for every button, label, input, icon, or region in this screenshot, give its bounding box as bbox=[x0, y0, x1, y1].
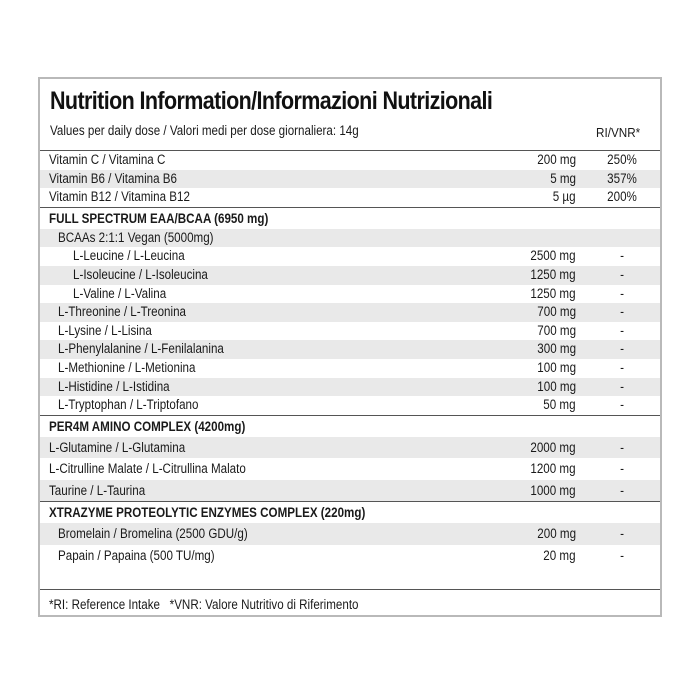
row-ri: - bbox=[620, 397, 624, 413]
row-name: Vitamin B6 / Vitamina B6 bbox=[49, 170, 178, 186]
row-ri: - bbox=[620, 304, 624, 320]
row-ri: - bbox=[620, 482, 624, 498]
table-row bbox=[40, 322, 660, 341]
nutrition-table bbox=[38, 77, 662, 617]
table-row bbox=[40, 150, 660, 170]
row-amount: 5 mg bbox=[550, 170, 576, 186]
footnote: *RI: Reference Intake *VNR: Valore Nutritivo di Riferimento bbox=[49, 597, 359, 612]
row-name: L-Tryptophan / L-Triptofano bbox=[58, 397, 199, 413]
row-ri: - bbox=[620, 359, 624, 375]
row-ri: - bbox=[620, 547, 624, 563]
table-row bbox=[40, 266, 660, 285]
row-amount: 1200 mg bbox=[530, 461, 576, 477]
row-name: L-Phenylalanine / L-Fenilalanina bbox=[58, 341, 224, 357]
section-header-enzymes bbox=[40, 501, 660, 523]
row-ri: 357% bbox=[607, 170, 637, 186]
row-name: L-Isoleucine / L-Isoleucina bbox=[73, 266, 208, 282]
section-header-eaa bbox=[40, 207, 660, 229]
row-ri: - bbox=[620, 461, 624, 477]
table-row bbox=[40, 359, 660, 378]
section-title: XTRAZYME PROTEOLYTIC ENZYMES COMPLEX (220mg) bbox=[49, 505, 366, 521]
row-ri: 200% bbox=[607, 189, 637, 205]
table-row bbox=[40, 480, 660, 502]
row-ri: - bbox=[620, 248, 624, 264]
row-name: Taurine / L-Taurina bbox=[49, 482, 146, 498]
table-row bbox=[40, 285, 660, 304]
row-name: Vitamin B12 / Vitamina B12 bbox=[49, 189, 190, 205]
row-amount: 1250 mg bbox=[530, 285, 576, 301]
row-amount: 700 mg bbox=[537, 304, 576, 320]
row-name: L-Histidine / L-Istidina bbox=[58, 378, 170, 394]
row-name: L-Methionine / L-Metionina bbox=[58, 359, 196, 375]
row-name: L-Leucine / L-Leucina bbox=[73, 248, 185, 264]
row-ri: - bbox=[620, 322, 624, 338]
row-name: Papain / Papaina (500 TU/mg) bbox=[58, 547, 215, 563]
table-body bbox=[40, 150, 660, 566]
row-ri: 250% bbox=[607, 152, 637, 167]
row-ri: - bbox=[620, 266, 624, 282]
row-name: L-Citrulline Malate / L-Citrullina Malato bbox=[49, 461, 246, 477]
table-row bbox=[40, 545, 660, 567]
table-row bbox=[40, 458, 660, 480]
row-amount: 2500 mg bbox=[530, 248, 576, 264]
row-ri: - bbox=[620, 526, 624, 542]
row-amount: 200 mg bbox=[537, 152, 576, 167]
row-name: L-Threonine / L-Treonina bbox=[58, 304, 187, 320]
row-amount: 20 mg bbox=[543, 547, 576, 563]
row-amount: 5 µg bbox=[553, 189, 576, 205]
ri-column-header: RI/VNR* bbox=[596, 125, 641, 140]
table-title: Nutrition Information/Informazioni Nutrizionali bbox=[50, 87, 493, 115]
table-row bbox=[40, 247, 660, 266]
table-row bbox=[40, 523, 660, 545]
table-row bbox=[40, 396, 660, 415]
section-header-amino bbox=[40, 415, 660, 437]
table-subtitle: Values per daily dose / Valori medi per dose giornaliera: 14g bbox=[50, 123, 359, 138]
row-name: L-Valine / L-Valina bbox=[73, 285, 167, 301]
section-title: FULL SPECTRUM EAA/BCAA (6950 mg) bbox=[49, 210, 269, 226]
row-name: Vitamin C / Vitamina C bbox=[49, 152, 166, 167]
row-name: Bromelain / Bromelina (2500 GDU/g) bbox=[58, 526, 248, 542]
table-row bbox=[40, 170, 660, 189]
row-amount: 100 mg bbox=[537, 359, 576, 375]
section-title: PER4M AMINO COMPLEX (4200mg) bbox=[49, 418, 246, 434]
table-row bbox=[40, 229, 660, 248]
table-row bbox=[40, 340, 660, 359]
table-row bbox=[40, 378, 660, 397]
row-name: L-Glutamine / L-Glutamina bbox=[49, 439, 186, 455]
row-ri: - bbox=[620, 285, 624, 301]
table-row bbox=[40, 437, 660, 459]
row-amount: 700 mg bbox=[537, 322, 576, 338]
row-amount: 1250 mg bbox=[530, 266, 576, 282]
row-amount: 300 mg bbox=[537, 341, 576, 357]
table-row bbox=[40, 188, 660, 207]
footnote-divider bbox=[40, 589, 660, 590]
row-amount: 1000 mg bbox=[530, 482, 576, 498]
row-amount: 200 mg bbox=[537, 526, 576, 542]
row-name: L-Lysine / L-Lisina bbox=[58, 322, 152, 338]
row-ri: - bbox=[620, 378, 624, 394]
row-name: BCAAs 2:1:1 Vegan (5000mg) bbox=[58, 229, 214, 245]
table-row bbox=[40, 303, 660, 322]
row-ri: - bbox=[620, 439, 624, 455]
row-ri: - bbox=[620, 341, 624, 357]
row-amount: 100 mg bbox=[537, 378, 576, 394]
row-amount: 50 mg bbox=[543, 397, 576, 413]
row-amount: 2000 mg bbox=[530, 439, 576, 455]
